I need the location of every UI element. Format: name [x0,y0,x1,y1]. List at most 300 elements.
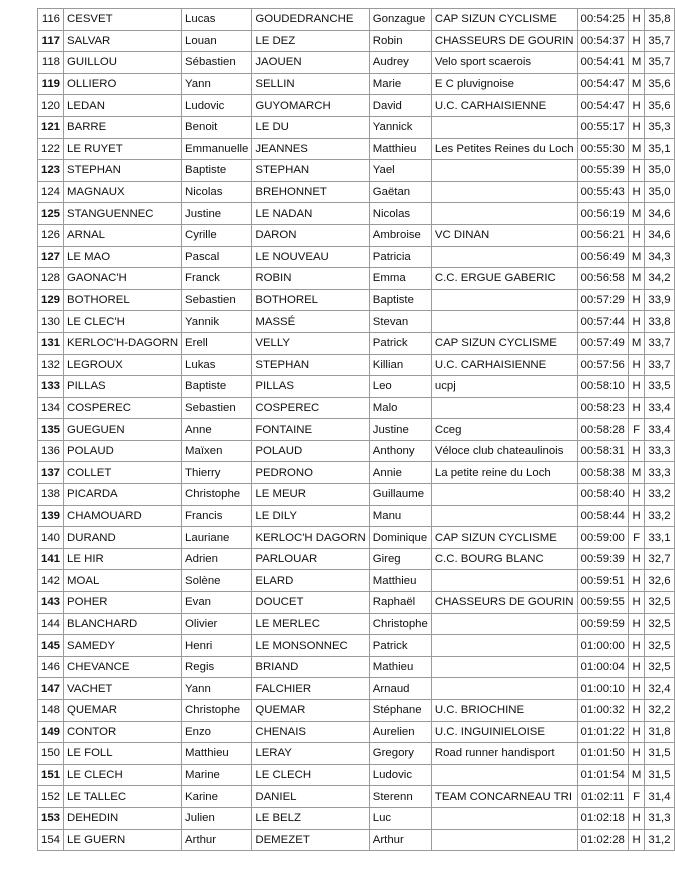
table-row [38,721,675,743]
rider2-firstname-cell: Stevan [369,311,431,333]
table-row [38,203,675,225]
table-row [38,807,675,829]
table-row [38,440,675,462]
table-row [38,527,675,549]
table-row [38,138,675,160]
time-cell: 00:54:25 [577,9,628,31]
rider1-firstname-cell: Lauriane [182,527,252,549]
rider2-firstname-cell: Guillaume [369,484,431,506]
rider1-firstname-cell: Sebastien [182,397,252,419]
rider2-lastname-cell: CHENAIS [252,721,369,743]
time-cell: 00:59:39 [577,548,628,570]
category-cell: F [628,527,645,549]
category-cell: H [628,95,645,117]
category-cell: H [628,30,645,52]
speed-cell: 31,5 [645,743,674,765]
rank-cell: 123 [38,160,64,182]
rider2-firstname-cell: Patricia [369,246,431,268]
category-cell: F [628,786,645,808]
speed-cell: 31,2 [645,829,674,851]
time-cell: 00:54:37 [577,30,628,52]
table-row [38,592,675,614]
club-cell [431,484,577,506]
rank-cell: 120 [38,95,64,117]
rider1-firstname-cell: Adrien [182,548,252,570]
time-cell: 01:02:28 [577,829,628,851]
speed-cell: 35,7 [645,52,674,74]
rider2-lastname-cell: JAOUEN [252,52,369,74]
speed-cell: 33,7 [645,354,674,376]
rider1-firstname-cell: Benoit [182,116,252,138]
speed-cell: 33,2 [645,484,674,506]
category-cell: H [628,807,645,829]
rider2-firstname-cell: Raphaël [369,592,431,614]
time-cell: 01:01:50 [577,743,628,765]
rider1-firstname-cell: Erell [182,332,252,354]
time-cell: 01:00:00 [577,635,628,657]
speed-cell: 33,3 [645,440,674,462]
results-table [37,8,675,851]
rider1-lastname-cell: BLANCHARD [64,613,182,635]
rank-cell: 127 [38,246,64,268]
speed-cell: 35,7 [645,30,674,52]
rider2-firstname-cell: Ludovic [369,764,431,786]
rider1-firstname-cell: Henri [182,635,252,657]
category-cell: M [628,764,645,786]
rank-cell: 131 [38,332,64,354]
club-cell [431,635,577,657]
club-cell: VC DINAN [431,224,577,246]
rider1-firstname-cell: Evan [182,592,252,614]
speed-cell: 31,5 [645,764,674,786]
rider2-lastname-cell: ELARD [252,570,369,592]
club-cell [431,203,577,225]
rider1-lastname-cell: COLLET [64,462,182,484]
speed-cell: 35,6 [645,73,674,95]
rider1-lastname-cell: LE HIR [64,548,182,570]
time-cell: 00:55:17 [577,116,628,138]
rank-cell: 139 [38,505,64,527]
club-cell: U.C. CARHAISIENNE [431,95,577,117]
category-cell: M [628,246,645,268]
speed-cell: 33,1 [645,527,674,549]
rider1-firstname-cell: Louan [182,30,252,52]
rider1-lastname-cell: LE TALLEC [64,786,182,808]
club-cell: Les Petites Reines du Loch [431,138,577,160]
category-cell: M [628,462,645,484]
club-cell: Road runner handisport [431,743,577,765]
rider1-lastname-cell: CHEVANCE [64,656,182,678]
club-cell [431,311,577,333]
table-row [38,397,675,419]
rider2-firstname-cell: Matthieu [369,570,431,592]
rider2-firstname-cell: Gonzague [369,9,431,31]
rider2-lastname-cell: LE DU [252,116,369,138]
rider2-firstname-cell: Gireg [369,548,431,570]
time-cell: 00:58:44 [577,505,628,527]
rider2-firstname-cell: Emma [369,268,431,290]
rank-cell: 129 [38,289,64,311]
rider2-lastname-cell: LE DILY [252,505,369,527]
category-cell: M [628,138,645,160]
club-cell: CAP SIZUN CYCLISME [431,332,577,354]
table-row [38,354,675,376]
club-cell: ucpj [431,376,577,398]
rider2-firstname-cell: Dominique [369,527,431,549]
rider1-firstname-cell: Sébastien [182,52,252,74]
rank-cell: 119 [38,73,64,95]
category-cell: H [628,224,645,246]
rider2-lastname-cell: DANIEL [252,786,369,808]
club-cell: Cceg [431,419,577,441]
rider1-lastname-cell: LE RUYET [64,138,182,160]
rider1-lastname-cell: LEGROUX [64,354,182,376]
rider1-lastname-cell: LE CLECH [64,764,182,786]
rank-cell: 134 [38,397,64,419]
category-cell: H [628,397,645,419]
table-row [38,613,675,635]
rider2-firstname-cell: Audrey [369,52,431,74]
speed-cell: 32,5 [645,635,674,657]
rider2-lastname-cell: BOTHOREL [252,289,369,311]
rider1-firstname-cell: Francis [182,505,252,527]
rider1-firstname-cell: Baptiste [182,376,252,398]
club-cell: CAP SIZUN CYCLISME [431,527,577,549]
rank-cell: 135 [38,419,64,441]
rider1-lastname-cell: CESVET [64,9,182,31]
rider1-lastname-cell: OLLIERO [64,73,182,95]
time-cell: 00:57:49 [577,332,628,354]
category-cell: H [628,160,645,182]
time-cell: 00:55:43 [577,181,628,203]
rank-cell: 117 [38,30,64,52]
rider1-firstname-cell: Yann [182,678,252,700]
time-cell: 00:54:41 [577,52,628,74]
table-row [38,656,675,678]
category-cell: H [628,678,645,700]
speed-cell: 34,6 [645,203,674,225]
speed-cell: 33,5 [645,376,674,398]
time-cell: 00:56:49 [577,246,628,268]
time-cell: 00:57:29 [577,289,628,311]
rider1-lastname-cell: CONTOR [64,721,182,743]
rider1-firstname-cell: Karine [182,786,252,808]
table-row [38,505,675,527]
rider2-lastname-cell: DARON [252,224,369,246]
category-cell: H [628,289,645,311]
rider2-firstname-cell: Stéphane [369,700,431,722]
rider1-firstname-cell: Pascal [182,246,252,268]
speed-cell: 34,6 [645,224,674,246]
rider2-lastname-cell: PILLAS [252,376,369,398]
category-cell: H [628,743,645,765]
speed-cell: 31,3 [645,807,674,829]
rider2-lastname-cell: PEDRONO [252,462,369,484]
table-row [38,376,675,398]
table-row [38,786,675,808]
club-cell [431,570,577,592]
time-cell: 01:02:18 [577,807,628,829]
category-cell: H [628,376,645,398]
rank-cell: 142 [38,570,64,592]
rider2-lastname-cell: LERAY [252,743,369,765]
speed-cell: 33,2 [645,505,674,527]
time-cell: 00:59:00 [577,527,628,549]
rank-cell: 152 [38,786,64,808]
time-cell: 00:58:23 [577,397,628,419]
category-cell: M [628,268,645,290]
rider2-firstname-cell: Patrick [369,332,431,354]
rider2-lastname-cell: STEPHAN [252,160,369,182]
rider1-lastname-cell: LE MAO [64,246,182,268]
table-row [38,311,675,333]
table-row [38,246,675,268]
speed-cell: 32,5 [645,613,674,635]
rank-cell: 128 [38,268,64,290]
rank-cell: 138 [38,484,64,506]
rider1-lastname-cell: GAONAC'H [64,268,182,290]
category-cell: M [628,52,645,74]
rider2-lastname-cell: PARLOUAR [252,548,369,570]
rider1-lastname-cell: SALVAR [64,30,182,52]
table-row [38,462,675,484]
category-cell: H [628,548,645,570]
rider2-firstname-cell: Gregory [369,743,431,765]
table-row [38,548,675,570]
rank-cell: 147 [38,678,64,700]
club-cell [431,678,577,700]
time-cell: 00:56:21 [577,224,628,246]
table-row [38,635,675,657]
table-row [38,73,675,95]
table-row [38,678,675,700]
category-cell: H [628,592,645,614]
time-cell: 00:58:10 [577,376,628,398]
time-cell: 01:00:10 [577,678,628,700]
category-cell: M [628,332,645,354]
rider1-lastname-cell: LE CLEC'H [64,311,182,333]
club-cell: U.C. BRIOCHINE [431,700,577,722]
category-cell: H [628,116,645,138]
time-cell: 00:56:58 [577,268,628,290]
speed-cell: 34,2 [645,268,674,290]
rider1-lastname-cell: DURAND [64,527,182,549]
rider1-lastname-cell: SAMEDY [64,635,182,657]
club-cell: CAP SIZUN CYCLISME [431,9,577,31]
rider2-firstname-cell: Mathieu [369,656,431,678]
club-cell [431,181,577,203]
club-cell: CHASSEURS DE GOURIN [431,30,577,52]
rider2-lastname-cell: ROBIN [252,268,369,290]
time-cell: 01:00:04 [577,656,628,678]
category-cell: M [628,73,645,95]
table-row [38,52,675,74]
category-cell: H [628,505,645,527]
club-cell: TEAM CONCARNEAU TRI [431,786,577,808]
speed-cell: 32,4 [645,678,674,700]
rank-cell: 141 [38,548,64,570]
time-cell: 01:01:54 [577,764,628,786]
club-cell [431,397,577,419]
time-cell: 00:59:59 [577,613,628,635]
rider2-lastname-cell: SELLIN [252,73,369,95]
rider2-firstname-cell: Arthur [369,829,431,851]
club-cell: Véloce club chateaulinois [431,440,577,462]
club-cell [431,505,577,527]
rider1-firstname-cell: Maïxen [182,440,252,462]
club-cell: C.C. BOURG BLANC [431,548,577,570]
category-cell: H [628,354,645,376]
rank-cell: 151 [38,764,64,786]
rider2-firstname-cell: Yannick [369,116,431,138]
rider2-firstname-cell: Annie [369,462,431,484]
category-cell: H [628,440,645,462]
rider2-firstname-cell: Marie [369,73,431,95]
rank-cell: 116 [38,9,64,31]
speed-cell: 31,8 [645,721,674,743]
rider1-lastname-cell: KERLOC'H-DAGORN [64,332,182,354]
rider2-firstname-cell: Killian [369,354,431,376]
rider2-firstname-cell: Christophe [369,613,431,635]
rider1-lastname-cell: PICARDA [64,484,182,506]
table-row [38,30,675,52]
category-cell: H [628,721,645,743]
rank-cell: 148 [38,700,64,722]
time-cell: 00:59:51 [577,570,628,592]
rider2-firstname-cell: Gaëtan [369,181,431,203]
rider1-lastname-cell: POHER [64,592,182,614]
rider1-lastname-cell: POLAUD [64,440,182,462]
rider1-firstname-cell: Lucas [182,9,252,31]
rider1-lastname-cell: PILLAS [64,376,182,398]
club-cell [431,116,577,138]
club-cell [431,829,577,851]
category-cell: M [628,203,645,225]
rank-cell: 149 [38,721,64,743]
rank-cell: 124 [38,181,64,203]
rank-cell: 145 [38,635,64,657]
rank-cell: 125 [38,203,64,225]
rider2-lastname-cell: LE NADAN [252,203,369,225]
rider1-firstname-cell: Arthur [182,829,252,851]
results-table-body [38,9,675,851]
rider1-firstname-cell: Lukas [182,354,252,376]
rider2-lastname-cell: LE MEUR [252,484,369,506]
category-cell: H [628,700,645,722]
rider2-lastname-cell: GOUDEDRANCHE [252,9,369,31]
rider2-lastname-cell: DOUCET [252,592,369,614]
rider1-firstname-cell: Sebastien [182,289,252,311]
rider2-firstname-cell: Aurelien [369,721,431,743]
rank-cell: 121 [38,116,64,138]
speed-cell: 31,4 [645,786,674,808]
rider2-firstname-cell: Baptiste [369,289,431,311]
category-cell: H [628,613,645,635]
rank-cell: 130 [38,311,64,333]
rider2-firstname-cell: Arnaud [369,678,431,700]
rider1-firstname-cell: Anne [182,419,252,441]
speed-cell: 32,5 [645,592,674,614]
rider2-lastname-cell: MASSÉ [252,311,369,333]
rank-cell: 122 [38,138,64,160]
rider1-firstname-cell: Marine [182,764,252,786]
table-row [38,570,675,592]
time-cell: 01:02:11 [577,786,628,808]
table-row [38,95,675,117]
club-cell [431,289,577,311]
rider1-firstname-cell: Ludovic [182,95,252,117]
club-cell: E C pluvignoise [431,73,577,95]
rider2-firstname-cell: Matthieu [369,138,431,160]
rider2-lastname-cell: COSPEREC [252,397,369,419]
speed-cell: 34,3 [645,246,674,268]
rider2-lastname-cell: LE MONSONNEC [252,635,369,657]
rider1-lastname-cell: BARRE [64,116,182,138]
table-row [38,764,675,786]
time-cell: 00:54:47 [577,73,628,95]
speed-cell: 33,7 [645,332,674,354]
club-cell: C.C. ERGUE GABERIC [431,268,577,290]
rider1-lastname-cell: DEHEDIN [64,807,182,829]
table-row [38,743,675,765]
rider1-lastname-cell: COSPEREC [64,397,182,419]
speed-cell: 33,9 [645,289,674,311]
category-cell: H [628,484,645,506]
rank-cell: 144 [38,613,64,635]
category-cell: H [628,570,645,592]
table-row [38,332,675,354]
time-cell: 01:00:32 [577,700,628,722]
club-cell [431,160,577,182]
table-row [38,9,675,31]
rider2-lastname-cell: LE DEZ [252,30,369,52]
category-cell: H [628,829,645,851]
time-cell: 00:58:40 [577,484,628,506]
rider1-firstname-cell: Christophe [182,484,252,506]
rider2-firstname-cell: Justine [369,419,431,441]
speed-cell: 35,6 [645,95,674,117]
category-cell: H [628,9,645,31]
time-cell: 00:59:55 [577,592,628,614]
rider2-lastname-cell: LE CLECH [252,764,369,786]
speed-cell: 35,1 [645,138,674,160]
club-cell: U.C. INGUINIELOISE [431,721,577,743]
table-row [38,268,675,290]
table-row [38,419,675,441]
speed-cell: 33,8 [645,311,674,333]
rank-cell: 133 [38,376,64,398]
table-row [38,224,675,246]
rider2-firstname-cell: Manu [369,505,431,527]
table-row [38,829,675,851]
category-cell: H [628,311,645,333]
rider1-lastname-cell: VACHET [64,678,182,700]
rank-cell: 140 [38,527,64,549]
rider1-firstname-cell: Christophe [182,700,252,722]
rank-cell: 137 [38,462,64,484]
time-cell: 00:55:39 [577,160,628,182]
time-cell: 00:58:28 [577,419,628,441]
rider1-lastname-cell: STEPHAN [64,160,182,182]
rider1-lastname-cell: BOTHOREL [64,289,182,311]
rider2-firstname-cell: Leo [369,376,431,398]
table-row [38,116,675,138]
category-cell: H [628,635,645,657]
rider2-lastname-cell: BRIAND [252,656,369,678]
rider2-lastname-cell: BREHONNET [252,181,369,203]
table-row [38,181,675,203]
speed-cell: 33,3 [645,462,674,484]
